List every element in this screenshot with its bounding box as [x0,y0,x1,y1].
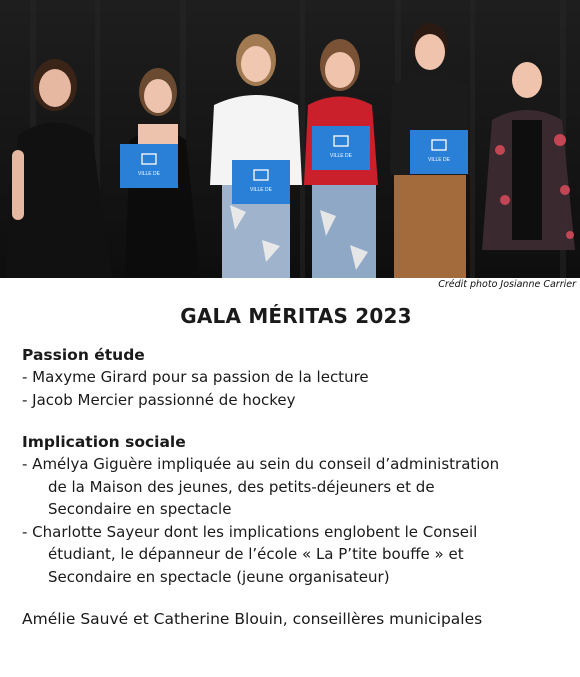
list-item [22,366,570,389]
article-body [22,304,570,630]
section-title: Implication sociale [22,433,186,451]
entry-line: Secondaire en spectacle (jeune organisateur) [48,567,390,586]
entry-line: étudiant, le dépanneur de l’école « La P’tite bouffe » et [48,545,464,563]
entry-line: - Maxyme Girard pour sa passion de la lecture [22,368,369,386]
section-passion-etude [22,344,570,411]
footer-note: Amélie Sauvé et Catherine Blouin, conseillères municipales [22,610,483,628]
entry-line: - Jacob Mercier passionné de hockey [22,390,296,409]
entry-line: de la Maison des jeunes, des petits-déjeuners et de [48,477,435,496]
photo-illustration [0,0,580,278]
group-photo [0,0,580,278]
photo-credit: Crédit photo Josianne Carrier [438,279,576,290]
svg-text:VILLE DE: VILLE DE [428,157,450,163]
svg-text:VILLE DE: VILLE DE [330,153,352,159]
entry-line: Secondaire en spectacle [48,500,232,518]
list-item [22,453,570,521]
entry-line: - Amélya Giguère impliquée au sein du conseil d’administration [22,455,500,473]
list-item [22,521,570,589]
page-title: GALA MÉRITAS 2023 [180,304,412,328]
section-implication-sociale [22,431,570,588]
svg-text:VILLE DE: VILLE DE [138,171,160,177]
entry-line: - Charlotte Sayeur dont les implications englobent le Conseil [22,522,478,541]
section-title: Passion étude [22,346,145,364]
list-item [22,389,570,412]
svg-text:VILLE DE: VILLE DE [250,187,272,193]
